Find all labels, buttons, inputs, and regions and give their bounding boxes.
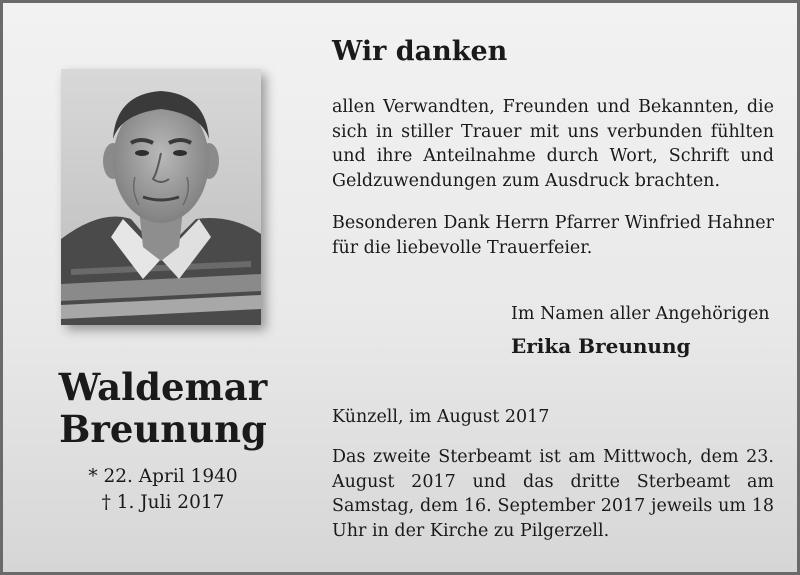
place-date: Künzell, im August 2017 [332, 407, 550, 427]
memorial-mass-paragraph: Das zweite Sterbeamt ist am Mittwoch, dem 23. August 2017 und das dritte Sterbeamt am Samstag, dem 16. September 2017 jeweils um 18 Uhr in der Kirche zu Pilgerzell. [332, 447, 774, 541]
signature-line: Im Namen aller Angehörigen [511, 304, 770, 324]
deceased-first-name: Waldemar [58, 365, 268, 409]
portrait-photo [61, 69, 261, 325]
signature-name: Erika Breunung [511, 334, 691, 358]
special-thanks-paragraph: Besonderen Dank Herrn Pfarrer Winfried Hahner für die liebevolle Trauerfeier. [332, 213, 774, 258]
thanks-paragraph: allen Verwandten, Freunden und Bekannten, die sich in stiller Trauer mit uns verbunden fühlten und ihre Anteilnahme durch Wort, Schrift und Geldzuwendungen zum Ausdruck brachten. [332, 97, 774, 191]
death-date: † 1. Juli 2017 [101, 492, 225, 513]
birth-date: * 22. April 1940 [88, 466, 238, 487]
thanks-heading: Wir danken [332, 36, 508, 67]
deceased-last-name: Breunung [59, 407, 267, 451]
